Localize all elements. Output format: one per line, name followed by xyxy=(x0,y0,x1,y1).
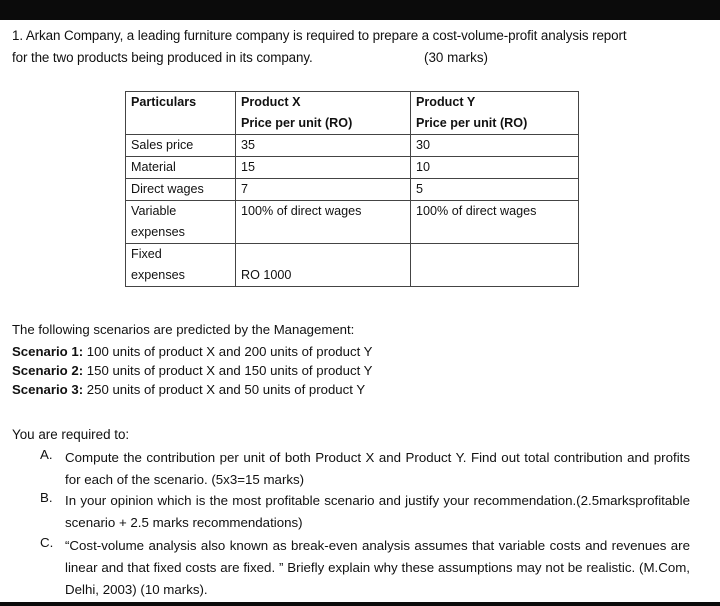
particulars-table xyxy=(125,91,579,287)
row-y-value xyxy=(411,265,579,287)
table-row xyxy=(126,135,579,157)
scenarios-intro: The following scenarios are predicted by the Management: xyxy=(12,322,355,337)
table-row xyxy=(126,179,579,201)
question-line-2: for the two products being produced in its company. xyxy=(12,50,313,65)
table-row xyxy=(126,244,579,266)
header-product-x-sub: Price per unit (RO) xyxy=(236,113,411,135)
row-y-value: 10 xyxy=(411,157,579,179)
requirement-text: “Cost-volume analysis also known as break-even analysis assumes that variable costs and revenues are linear and that fixed costs are fixed. ” Briefly explain why these assumptions may not be realistic. (M.Com, Delhi, 2003) (10 marks). xyxy=(65,538,690,597)
table-row-continued xyxy=(126,222,579,244)
requirement-letter: B. xyxy=(40,490,53,505)
requirement-letter: C. xyxy=(40,535,54,550)
table-row xyxy=(126,201,579,223)
scenario-line-3: Scenario 3: 250 units of product X and 50 units of product Y xyxy=(12,382,366,397)
table-row-continued xyxy=(126,265,579,287)
row-label: Material xyxy=(126,157,236,179)
table-header-subrow xyxy=(126,113,579,135)
header-product-y: Product Y xyxy=(411,92,579,114)
table-row xyxy=(126,157,579,179)
table-header-row xyxy=(126,92,579,114)
row-y-value: 5 xyxy=(411,179,579,201)
requirement-text: In your opinion which is the most profitable scenario and justify your recommendation.(2.5marksprofitable scenario + 2.5 marks recommendations) xyxy=(65,493,690,530)
row-y-value: 30 xyxy=(411,135,579,157)
row-x-value: RO 1000 xyxy=(236,265,411,287)
row-y-value: 100% of direct wages xyxy=(411,201,579,223)
scenario-line-1: Scenario 1: 100 units of product X and 200 units of product Y xyxy=(12,344,373,359)
requirements-heading: You are required to: xyxy=(12,427,130,442)
row-x-value: 15 xyxy=(236,157,411,179)
row-label: Direct wages xyxy=(126,179,236,201)
row-label-continued: expenses xyxy=(126,222,236,244)
row-label-continued: expenses xyxy=(126,265,236,287)
header-particulars: Particulars xyxy=(126,92,236,114)
question-line-1: 1. Arkan Company, a leading furniture company is required to prepare a cost-volume-profit analysis report xyxy=(12,28,627,43)
row-label: Sales price xyxy=(126,135,236,157)
row-x-value: 100% of direct wages xyxy=(236,201,411,223)
requirement-text: Compute the contribution per unit of both Product X and Product Y. Find out total contribution and profits for each of the scenario. (5x3=15 marks) xyxy=(65,450,690,487)
requirement-letter: A. xyxy=(40,447,53,462)
header-product-y-sub: Price per unit (RO) xyxy=(411,113,579,135)
row-label: Fixed xyxy=(126,244,236,266)
row-x-value: 7 xyxy=(236,179,411,201)
header-product-x: Product X xyxy=(236,92,411,114)
row-label: Variable xyxy=(126,201,236,223)
top-bar xyxy=(0,0,720,20)
scenario-line-2: Scenario 2: 150 units of product X and 150 units of product Y xyxy=(12,363,373,378)
bottom-bar xyxy=(0,602,720,606)
question-marks: (30 marks) xyxy=(424,50,488,65)
row-x-value: 35 xyxy=(236,135,411,157)
